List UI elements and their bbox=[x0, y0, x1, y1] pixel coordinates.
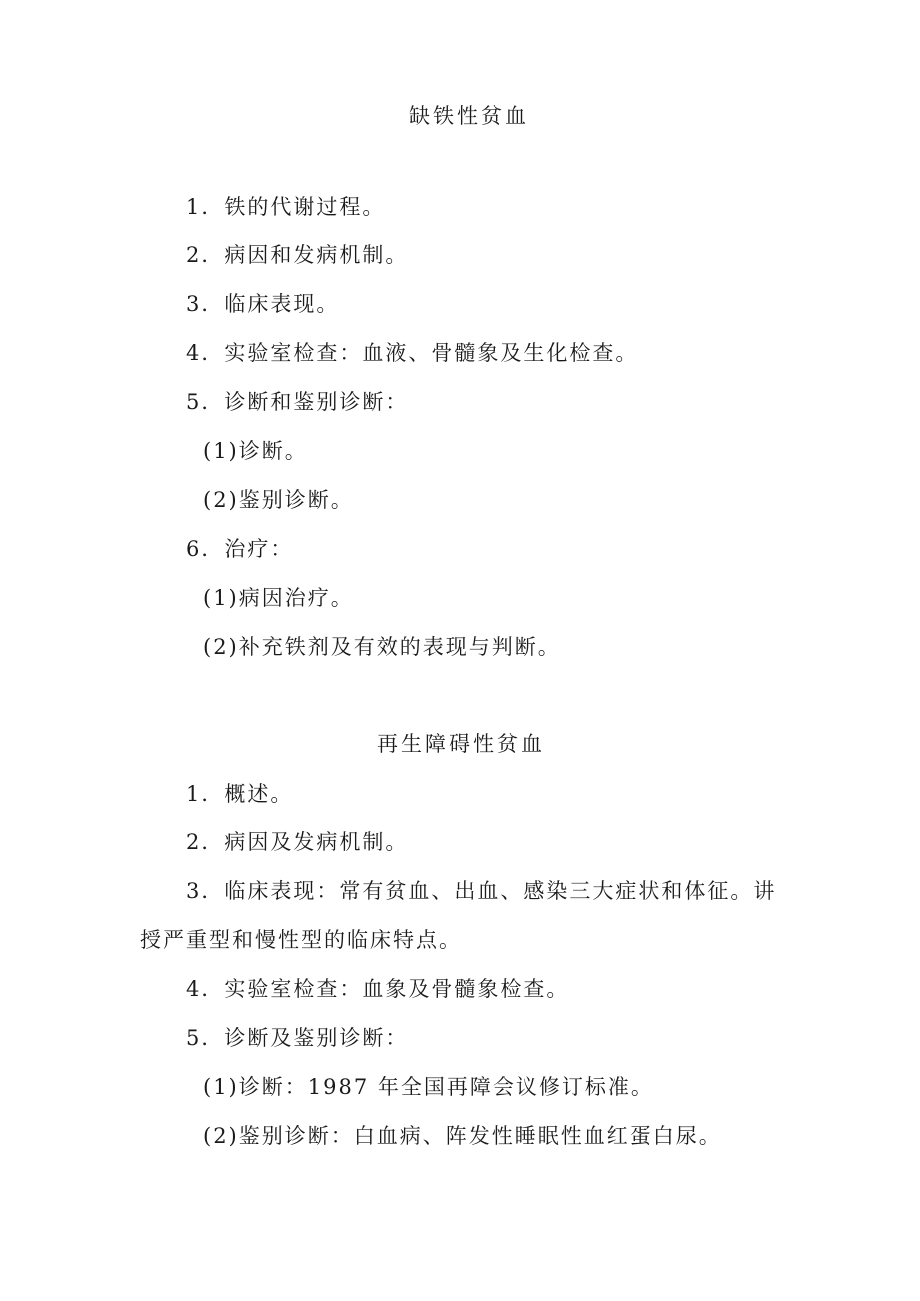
sub-list-item: (1)诊断。 bbox=[203, 439, 308, 463]
list-item: 3．临床表现。 bbox=[186, 292, 340, 316]
section-title: 缺铁性贫血 bbox=[409, 104, 529, 128]
section-title: 再生障碍性贫血 bbox=[377, 732, 545, 756]
sub-list-item: (1)诊断：1987 年全国再障会议修订标准。 bbox=[203, 1075, 654, 1099]
list-item: 3．临床表现：常有贫血、出血、感染三大症状和体征。讲 bbox=[186, 879, 777, 903]
list-item: 2．病因和发病机制。 bbox=[186, 243, 409, 267]
sub-list-item: (2)鉴别诊断。 bbox=[203, 488, 354, 512]
list-item: 4．实验室检查：血象及骨髓象检查。 bbox=[186, 977, 570, 1001]
list-item: 1．概述。 bbox=[186, 782, 294, 806]
list-item: 5．诊断和鉴别诊断： bbox=[186, 390, 409, 414]
list-item: 5．诊断及鉴别诊断： bbox=[186, 1026, 409, 1050]
list-item-continuation: 授严重型和慢性型的临床特点。 bbox=[140, 928, 462, 952]
sub-list-item: (2)鉴别诊断：白血病、阵发性睡眠性血红蛋白尿。 bbox=[203, 1124, 722, 1148]
sub-list-item: (1)病因治疗。 bbox=[203, 586, 354, 610]
list-item: 4．实验室检查：血液、骨髓象及生化检查。 bbox=[186, 341, 639, 365]
list-item: 6．治疗： bbox=[186, 537, 294, 561]
list-item: 2．病因及发病机制。 bbox=[186, 830, 409, 854]
sub-list-item: (2)补充铁剂及有效的表现与判断。 bbox=[203, 635, 561, 659]
list-item: 1．铁的代谢过程。 bbox=[186, 195, 386, 219]
